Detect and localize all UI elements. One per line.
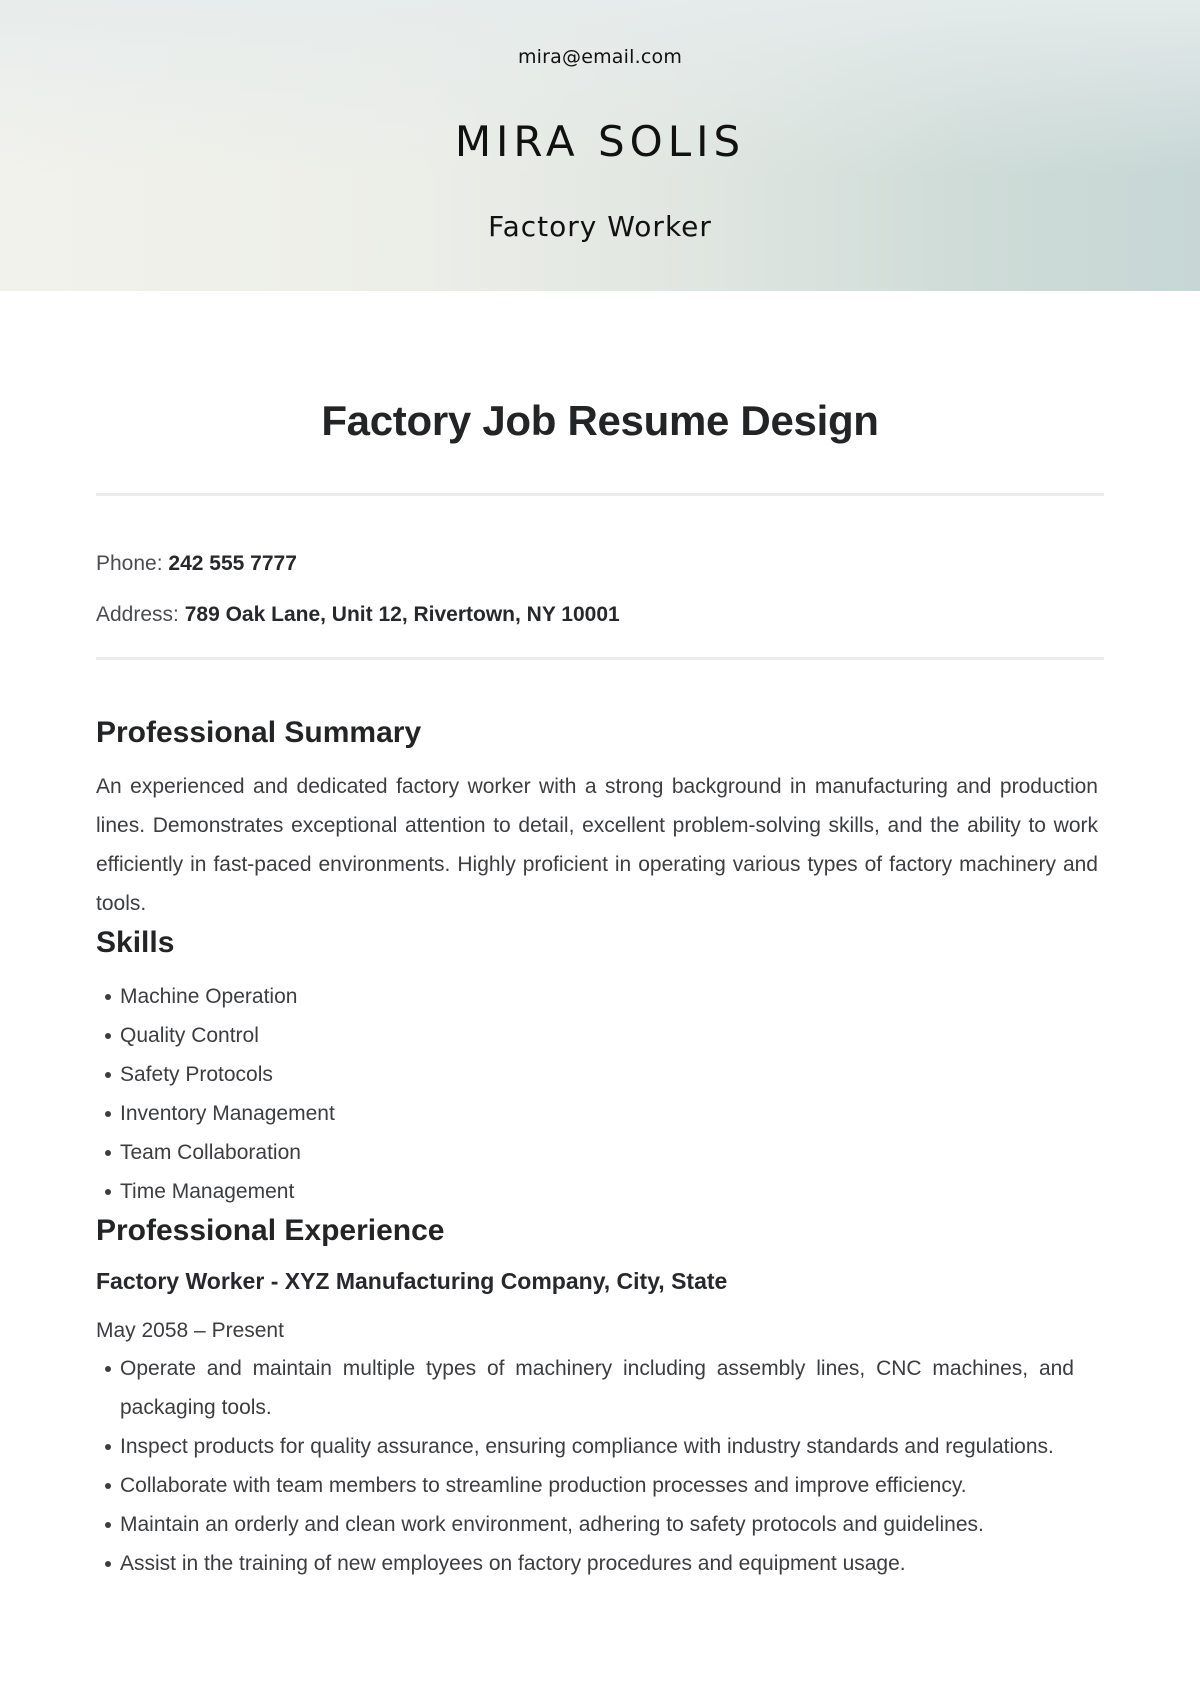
duty-text: Collaborate with team members to streamline production processes and improve efficiency. — [120, 1474, 967, 1497]
resume-header-banner — [0, 0, 1200, 291]
page-title: Factory Job Resume Design — [321, 397, 879, 444]
bullet-icon — [105, 1483, 111, 1489]
job-dates: May 2058 – Present — [96, 1319, 284, 1342]
experience-section — [96, 1211, 1104, 1583]
list-item — [96, 1172, 1104, 1211]
bullet-icon — [105, 1111, 111, 1117]
list-item — [96, 1349, 1074, 1427]
bullet-icon — [105, 994, 111, 1000]
list-item — [96, 1505, 1074, 1544]
bullet-icon — [105, 1444, 111, 1450]
summary-section — [96, 713, 1104, 923]
list-item — [96, 1544, 1074, 1583]
phone-label: Phone: — [96, 552, 163, 575]
job-duties-list — [96, 1349, 1074, 1583]
divider — [96, 657, 1104, 660]
duty-text: Inspect products for quality assurance, ensuring compliance with industry standards and regulations. — [120, 1435, 1054, 1458]
experience-heading: Professional Experience — [96, 1214, 445, 1247]
list-item — [96, 1055, 1104, 1094]
header-name: MIRA SOLIS — [454, 117, 746, 166]
list-item — [96, 1094, 1104, 1133]
bullet-icon — [105, 1033, 111, 1039]
bullet-icon — [105, 1189, 111, 1195]
bullet-icon — [105, 1150, 111, 1156]
list-item — [96, 1427, 1074, 1466]
list-item — [96, 977, 1104, 1016]
skills-heading: Skills — [96, 926, 175, 959]
skill-text: Safety Protocols — [120, 1063, 273, 1086]
phone-value: 242 555 7777 — [168, 552, 297, 575]
skill-text: Time Management — [120, 1180, 295, 1203]
address-label: Address: — [96, 603, 179, 626]
skill-text: Machine Operation — [120, 985, 298, 1008]
bullet-icon — [105, 1366, 111, 1372]
header-role: Factory Worker — [488, 210, 712, 243]
address-line — [96, 601, 1104, 629]
list-item — [96, 1016, 1104, 1055]
duty-text: Maintain an orderly and clean work environment, adhering to safety protocols and guidelines. — [120, 1513, 984, 1536]
skill-text: Quality Control — [120, 1024, 259, 1047]
bullet-icon — [105, 1561, 111, 1567]
job-title: Factory Worker - XYZ Manufacturing Company, City, State — [96, 1268, 728, 1294]
skills-list — [96, 977, 1104, 1211]
summary-text: An experienced and dedicated factory worker with a strong background in manufacturing and production lines. Demonstrates exceptional attention to detail, excellent problem-solving skills, and the ability to work efficiently in fast-paced environments. Highly proficient in operating various types of factory machinery and tools. — [96, 775, 1098, 915]
resume-body — [0, 291, 1200, 1583]
list-item — [96, 1466, 1074, 1505]
duty-text: Assist in the training of new employees on factory procedures and equipment usage. — [120, 1552, 906, 1575]
bullet-icon — [105, 1072, 111, 1078]
phone-line — [96, 550, 1104, 578]
contact-info — [96, 496, 1104, 629]
summary-heading: Professional Summary — [96, 716, 422, 749]
skill-text: Inventory Management — [120, 1102, 335, 1125]
header-email: mira@email.com — [517, 46, 683, 68]
duty-text: Operate and maintain multiple types of machinery including assembly lines, CNC machines, and packaging tools. — [120, 1357, 1074, 1419]
address-value: 789 Oak Lane, Unit 12, Rivertown, NY 10001 — [184, 603, 620, 626]
skills-section — [96, 923, 1104, 1211]
list-item — [96, 1133, 1104, 1172]
skill-text: Team Collaboration — [120, 1141, 301, 1164]
bullet-icon — [105, 1522, 111, 1528]
